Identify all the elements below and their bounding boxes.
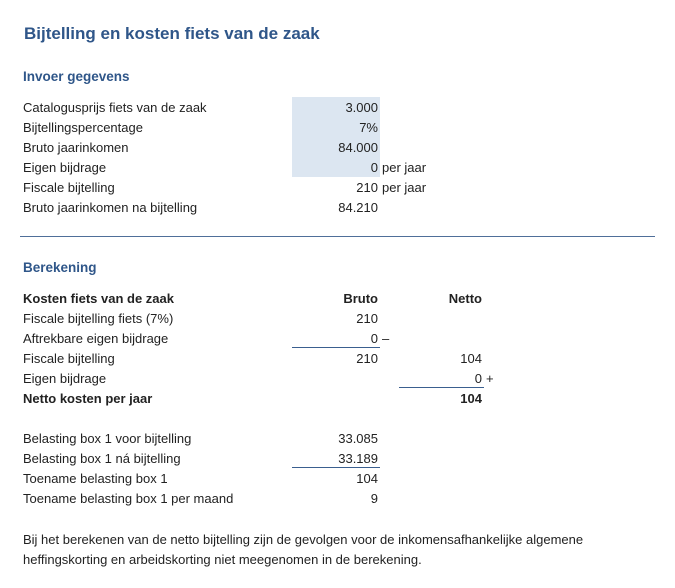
netto-kosten-per-jaar: 104 [460, 391, 482, 406]
netto-eigen-bijdrage: 0 [474, 371, 482, 386]
minus-operator: – [382, 331, 390, 346]
subtotal-rule-netto [399, 387, 484, 388]
footnote: Bij het berekenen van de netto bijtelling zijn de gevolgen voor de inkomensafhankelijke algemene heffingskorting en arbeidskorting niet meegenomen in de berekening. [23, 532, 584, 567]
column-header-bruto: Bruto [343, 291, 378, 306]
value-toename-per-maand: 9 [370, 491, 378, 506]
column-header-kosten: Kosten fiets van de zaak [23, 291, 174, 306]
column-header-netto: Netto [448, 291, 482, 306]
input-bijtellingspercentage[interactable]: 7% [359, 120, 378, 135]
label-box1-na: Belasting box 1 ná bijtelling [23, 451, 181, 466]
section-divider [20, 236, 655, 237]
input-catalogusprijs[interactable]: 3.000 [345, 100, 378, 115]
label-toename-box1: Toename belasting box 1 [23, 471, 168, 486]
subtotal-rule-box [292, 467, 380, 468]
unit-fiscale-bijtelling: per jaar [382, 180, 427, 195]
input-bruto-jaarinkomen[interactable]: 84.000 [338, 140, 378, 155]
label-fiscale-bijtelling-calc: Fiscale bijtelling [23, 351, 115, 366]
bruto-bijtelling-fiets: 210 [356, 311, 378, 326]
label-bruto-na-bijtelling: Bruto jaarinkomen na bijtelling [23, 200, 198, 215]
section-heading-berekening: Berekening [23, 260, 97, 275]
label-eigen-bijdrage: Eigen bijdrage [23, 160, 107, 175]
value-fiscale-bijtelling: 210 [356, 180, 378, 195]
netto-fiscale-bijtelling: 104 [460, 351, 482, 366]
bruto-aftrekbare-bijdrage: 0 [370, 331, 378, 346]
label-netto-kosten: Netto kosten per jaar [23, 391, 153, 406]
label-fiscale-bijtelling: Fiscale bijtelling [23, 180, 115, 195]
value-bruto-na-bijtelling: 84.210 [338, 200, 378, 215]
label-catalogusprijs: Catalogusprijs fiets van de zaak [23, 100, 207, 115]
label-aftrekbare-bijdrage: Aftrekbare eigen bijdrage [23, 331, 169, 346]
label-box1-voor: Belasting box 1 voor bijtelling [23, 431, 192, 446]
label-toename-per-maand: Toename belasting box 1 per maand [23, 491, 234, 506]
subtotal-rule-bruto [292, 347, 380, 348]
value-toename-box1: 104 [356, 471, 378, 486]
label-bruto-jaarinkomen: Bruto jaarinkomen [23, 140, 129, 155]
label-bijtelling-fiets: Fiscale bijtelling fiets (7%) [23, 311, 174, 326]
label-eigen-bijdrage-calc: Eigen bijdrage [23, 371, 107, 386]
input-eigen-bijdrage[interactable]: 0 [370, 160, 378, 175]
bruto-fiscale-bijtelling: 210 [356, 351, 378, 366]
section-heading-invoer: Invoer gegevens [23, 69, 130, 84]
unit-eigen-bijdrage: per jaar [382, 160, 427, 175]
plus-operator: + [486, 371, 494, 386]
page-title: Bijtelling en kosten fiets van de zaak [24, 24, 320, 43]
value-box1-na: 33.189 [338, 451, 378, 466]
label-bijtellingspercentage: Bijtellingspercentage [23, 120, 143, 135]
value-box1-voor: 33.085 [338, 431, 378, 446]
